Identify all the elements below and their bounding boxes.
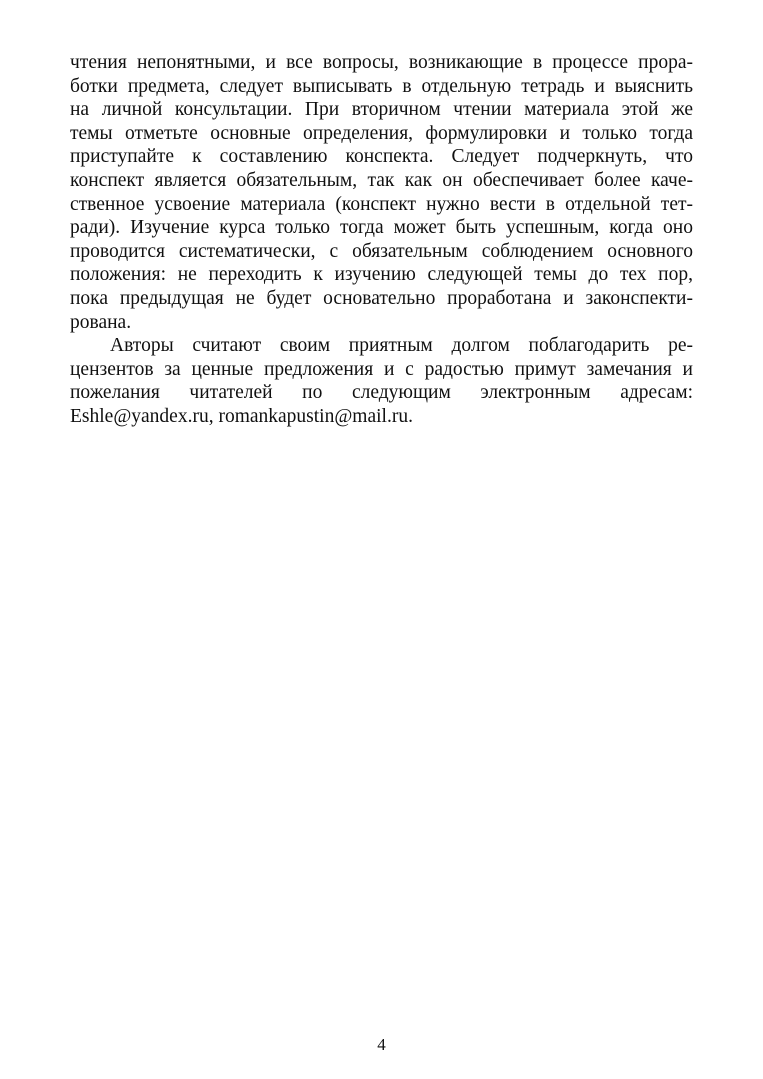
text-line: цензентов за ценные предложения и с радостью примут замечания и: [70, 358, 693, 380]
text-line: ботки предмета, следует выписывать в отдельную тетрадь и выяснить: [70, 75, 693, 97]
text-line: чтения непонятными, и все вопросы, возникающие в процессе прора-: [70, 52, 693, 73]
text-line: ради). Изучение курса только тогда может быть успешным, когда оно: [70, 217, 693, 239]
text-line: конспект является обязательным, так как он обеспечивает более каче-: [70, 169, 693, 191]
text-block: [70, 51, 693, 429]
text-line: положения: не переходить к изучению следующей темы до тех пор,: [70, 264, 693, 286]
text-line: темы отметьте основные определения, формулировки и только тогда: [70, 122, 693, 144]
page-number: 4: [377, 1035, 386, 1054]
text-line: Авторы считают своим приятным долгом поблагодарить ре-: [110, 335, 693, 357]
text-line: Eshle@yandex.ru, romankapustin@mail.ru.: [70, 405, 413, 427]
text-line: пока предыдущая не будет основательно проработана и законспекти-: [70, 287, 693, 309]
text-line: ственное усвоение материала (конспект нужно вести в отдельной тет-: [70, 193, 693, 215]
text-line: проводится систематически, с обязательным соблюдением основного: [70, 240, 693, 262]
text-line: рована.: [70, 311, 132, 333]
text-line: приступайте к составлению конспекта. Следует подчеркнуть, что: [70, 146, 693, 168]
text-line: на личной консультации. При вторичном чтении материала этой же: [70, 99, 693, 121]
text-line: пожелания читателей по следующим электронным адресам:: [70, 382, 693, 404]
